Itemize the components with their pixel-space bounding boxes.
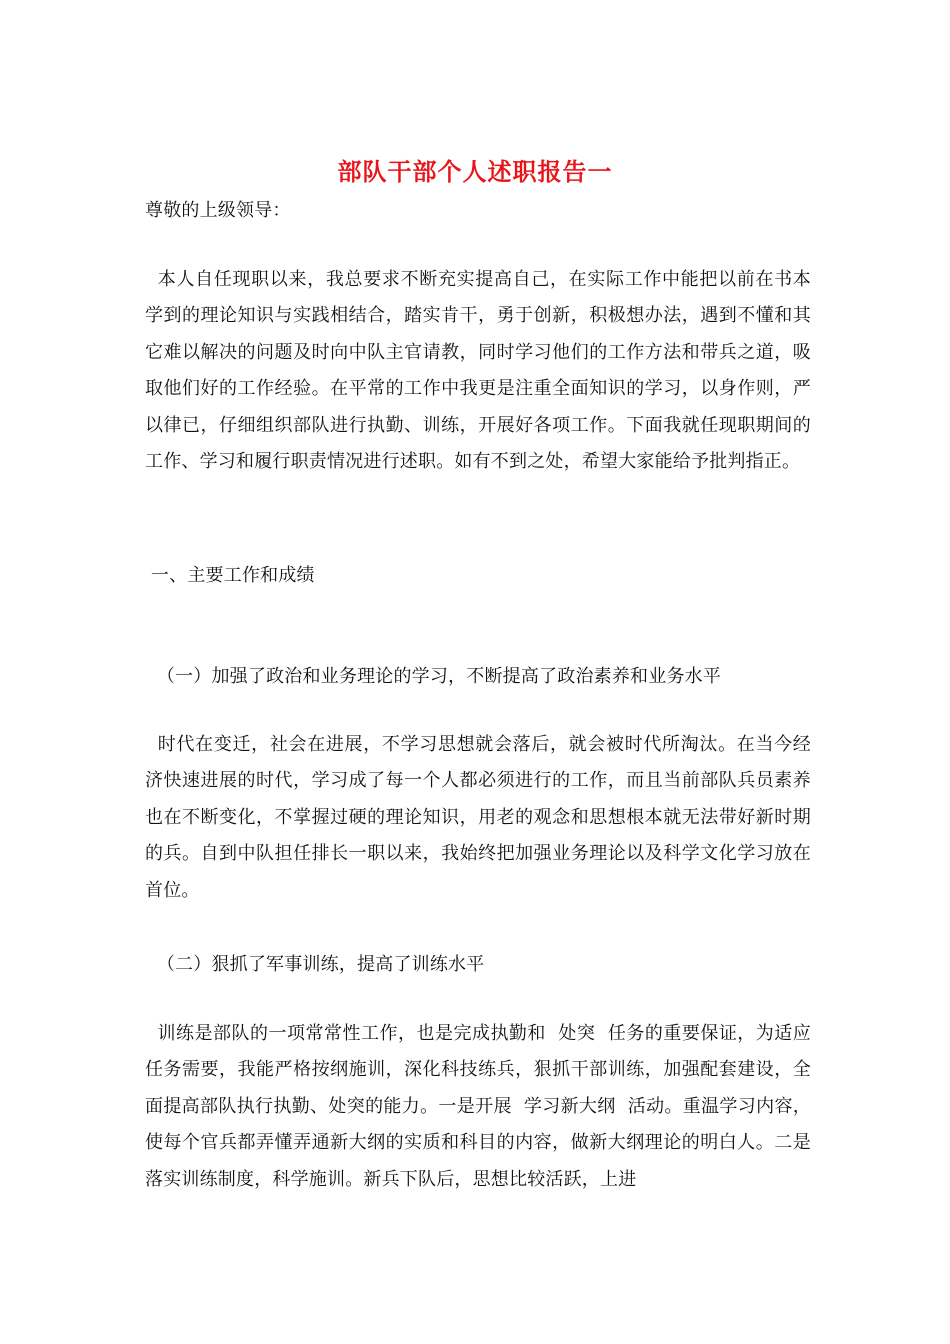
document-title: 部队干部个人述职报告一 xyxy=(337,157,613,186)
section-heading-1: 一、主要工作和成绩 xyxy=(145,565,315,586)
subsection-heading-1: （一）加强了政治和业务理论的学习，不断提高了政治素养和业务水平 xyxy=(145,666,722,687)
salutation: 尊敬的上级领导： xyxy=(145,200,291,221)
subsection-heading-2: （二）狠抓了军事训练，提高了训练水平 xyxy=(145,954,485,975)
subsection-body-1: 时代在变迁，社会在进展，不学习思想就会落后，就会被时代所淘汰。在当今经济快速进展的时代，学习成了每一个人都必须进行的工作，而且当前部队兵员素养也在不断变化，不掌握过硬的理论知识，用老的观念和思想根本就无法带好新时期的兵。自到中队担任排长一职以来，我始终把加强业务理论以及科学文化学习放在首位。 xyxy=(145,734,811,901)
intro-paragraph: 本人自任现职以来，我总要求不断充实提高自己，在实际工作中能把以前在书本学到的理论知识与实践相结合，踏实肯干，勇于创新，积极想办法，遇到不懂和其它难以解决的问题及时向中队主官请教，同时学习他们的工作方法和带兵之道，吸取他们好的工作经验。在平常的工作中我更是注重全面知识的学习，以身作则，严以律已，仔细组织部队进行执勤、训练，开展好各项工作。下面我就任现职期间的工作、学习和履行职责情况进行述职。如有不到之处，希望大家能给予批判指正。 xyxy=(145,269,811,473)
subsection-body-2: 训练是部队的一项常常性工作，也是完成执勤和 处突 任务的重要保证，为适应任务需要，我能严格按纲施训，深化科技练兵，狠抓干部训练，加强配套建设，全面提高部队执行执勤、处突的能力。一是开展 学习新大纲 活动。重温学习内容，使每个官兵都弄懂弄通新大纲的实质和科目的内容，做新大纲理论的明白人。二是落实训练制度，科学施训。新兵下队后，思想比较活跃，上进 xyxy=(145,1023,812,1190)
